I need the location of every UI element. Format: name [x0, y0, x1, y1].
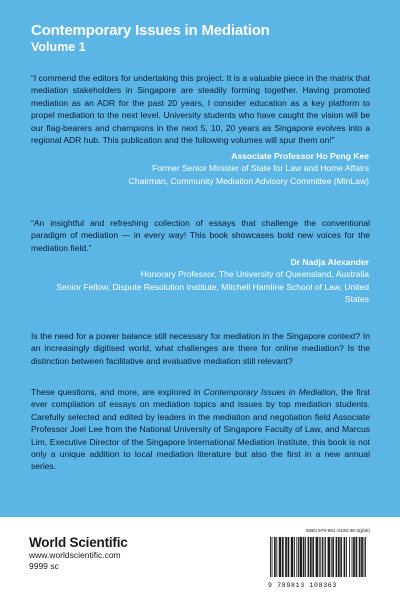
endorser-name-2: Dr Nadja Alexander — [290, 257, 369, 267]
endorser-title-1b: Chairman, Community Mediation Advisory Committee (MinLaw) — [128, 175, 369, 186]
blurb-text-after: , the first ever compilation of essays on mediation topics and issues by top mediation students. Carefully selected and edited by leaders in the mediation and negotiation field Associate Professor Joel Lee from the National University of Singapore Faculty of Law, and Marcus Lim, Executive Director of the Singapore International Mediation Institute, this book is not only a unique addition to local mediation literature but also the first in a new annual series. — [31, 387, 370, 472]
barcode-number: 9 789813 108363 — [268, 582, 338, 589]
blurb-paragraph-2 — [31, 386, 370, 473]
publisher-url: www.worldscientific.com — [29, 550, 121, 560]
volume-label: Volume 1 — [31, 40, 86, 54]
endorser-name-1: Associate Professor Ho Peng Kee — [231, 151, 369, 161]
product-code: 9999 sc — [29, 561, 59, 571]
publisher-block — [29, 535, 128, 572]
header — [31, 22, 270, 55]
endorsement-quote-1: “I commend the editors for undertaking this project. It is a valuable piece in the matrix that mediation stakeholders in Singapore are steadily forming together. Having promoted mediation as an ADR for the past 20 years, I consider education as a key platform to propel mediation to the next level. University students who have caught the vision will be our flag-bearers and champions in the next 5, 10, 20 years as Singapore evolves into a regional ADR hub. This publication and the following volumes will spur them on!” — [31, 73, 370, 146]
endorser-title-2b: Senior Fellow, Dispute Resolution Institute, Mitchell Hamline School of Law, United States — [56, 281, 369, 305]
endorser-title-1a: Former Senior Minister of State for Law and Home Affairs — [152, 163, 369, 174]
footer-panel — [0, 517, 400, 600]
endorsement-attribution-1 — [30, 150, 369, 187]
endorsement-attribution-2 — [30, 256, 369, 306]
isbn-label: ISBN 978-981-3108-36-3(pbk) — [305, 529, 370, 534]
endorsement-quote-2: “An insightful and refreshing collection of essays that challenge the conventional paradigm of mediation — in every way! This book showcases bold new voices for the mediation field.” — [31, 218, 370, 253]
publisher-logo: World Scientific — [29, 535, 128, 550]
barcode-icon — [270, 537, 366, 577]
blurb-paragraph-1: Is the need for a power balance still necessary for mediation in the Singapore context? In an increasingly digitised world, what challenges are there for online mediation? Is the distinction between facilitative and evaluative mediation still relevant? — [31, 331, 370, 366]
book-title: Contemporary Issues in Mediation — [31, 22, 270, 39]
blurb-text-before: These questions, and more, are explored in — [31, 387, 204, 397]
blurb-book-title: Contemporary Issues in Mediation — [203, 387, 336, 397]
barcode-block — [262, 529, 372, 591]
endorser-title-2a: Honorary Professor, The University of Queensland, Australia — [140, 269, 369, 280]
